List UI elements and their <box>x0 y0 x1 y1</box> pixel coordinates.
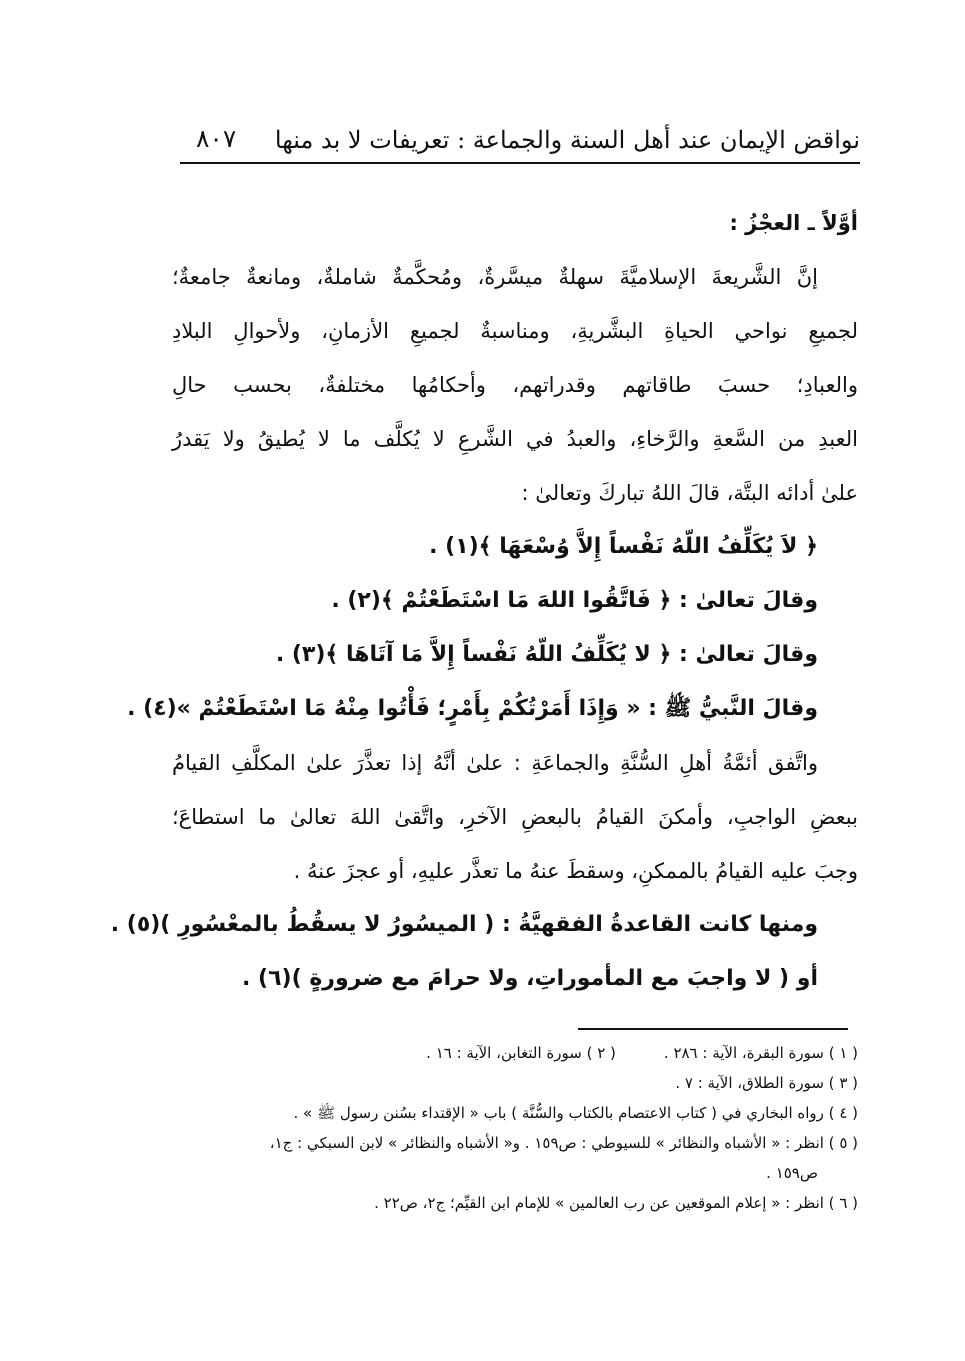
footnote-6: ( ٦ ) انظر : « إعلام الموقعين عن رب العالمين » للإمام ابن القيِّم؛ ج٢، ص٢٢ . <box>374 1194 858 1212</box>
running-header <box>180 122 860 164</box>
paragraph-line: واتَّفق أئمَّةُ أهلِ السُّنَّةِ والجماعَةِ : علىٰ أنَّهُ إذا تعذَّرَ علىٰ المكلَّفِ القيامُ <box>172 751 818 775</box>
legal-maxim: أو ( لا واجبَ مع المأموراتِ، ولا حرامَ مع ضرورةٍ )(٦) . <box>242 966 818 991</box>
footnote-5-continued: ص١٥٩ . <box>766 1164 818 1182</box>
footnotes <box>172 1038 858 1218</box>
main-text <box>110 196 858 1006</box>
quran-verse: وقالَ تعالىٰ : ﴿ فَاتَّقُوا اللهَ مَا اسْتَطَعْتُمْ ﴾(٢) . <box>331 588 818 613</box>
footnote-1: ( ١ ) سورة البقرة، الآية : ٢٨٦ . <box>663 1044 858 1062</box>
paragraph-line: العبدِ من السَّعةِ والرَّخاءِ، والعبدُ في الشَّرعِ لا يُكلَّف ما لا يُطيقُ ولا يَقدرُ <box>172 427 858 451</box>
quran-verse: ﴿ لاَ يُكَلِّفُ اللّهُ نَفْساً إِلاَّ وُسْعَهَا ﴾(١) . <box>429 534 818 559</box>
paragraph-line: لجميعِ نواحي الحياةِ البشَّريةِ، ومناسبةٌ لجميعِ الأزمانِ، ولأحوالِ البلادِ <box>172 319 858 343</box>
footnote-3: ( ٣ ) سورة الطلاق، الآية : ٧ . <box>675 1074 858 1092</box>
paragraph-line: علىٰ أدائه البتَّة، قالَ اللهُ تباركَ وتعالىٰ : <box>521 481 858 505</box>
footnote-separator <box>578 1028 848 1030</box>
footnote-4: ( ٤ ) رواه البخاري في ( كتاب الاعتصام بالكتاب والسُّنَّة ) باب « الإقتداء بسُنن رسول ﷺ » . <box>293 1104 858 1122</box>
footnote-5: ( ٥ ) انظر : « الأشباه والنظائر » للسيوطي : ص١٥٩ . و« الأشباه والنظائر » لابن السبكي : ج١، <box>269 1134 858 1152</box>
paragraph-line: وجبَ عليه القيامُ بالممكنِ، وسقطَ عنهُ ما تعذَّر عليهِ، أو عجزَ عنهُ . <box>293 859 858 883</box>
running-title: نواقض الإيمان عند أهل السنة والجماعة : تعريفات لا بد منها <box>274 126 860 154</box>
page-number: ٨٠٧ <box>196 124 237 153</box>
legal-maxim: ومنها كانت القاعدةُ الفقهيَّةُ : ( الميسُورُ لا يسقُطُ بالمعْسُورِ )(٥) . <box>110 912 818 937</box>
hadith-quote: وقالَ النَّبيُّ ﷺ : « وَإِذَا أَمَرْتُكُمْ بِأَمْرٍ؛ فَأْتُوا مِنْهُ مَا اسْتَطَعْتُمْ »(٤) . <box>127 696 818 721</box>
paragraph-line: والعبادِ؛ حسبَ طاقاتهم وقدراتهم، وأحكامُها مختلفةٌ، بحسب حالِ <box>172 373 858 397</box>
paragraph-line: ببعضِ الواجبِ، وأمكنَ القيامُ بالبعضِ الآخرِ، واتَّقىٰ اللهَ تعالىٰ ما استطاعَ؛ <box>172 805 858 829</box>
quran-verse: وقالَ تعالىٰ : ﴿ لا يُكَلِّفُ اللّهُ نَفْساً إِلاَّ مَا آتَاهَا ﴾(٣) . <box>275 642 818 667</box>
footnote-2: ( ٢ ) سورة التغابن، الآية : ١٦ . <box>426 1044 616 1062</box>
footnote-row <box>172 1038 858 1068</box>
section-heading: أوَّلاً ـ العجْزُ : <box>729 211 858 235</box>
paragraph-line: إنَّ الشَّريعةَ الإسلاميَّةَ سهلةٌ ميسَّرةٌ، ومُحكَّمةٌ شاملةٌ، ومانعةٌ جامعةٌ؛ <box>172 265 818 289</box>
